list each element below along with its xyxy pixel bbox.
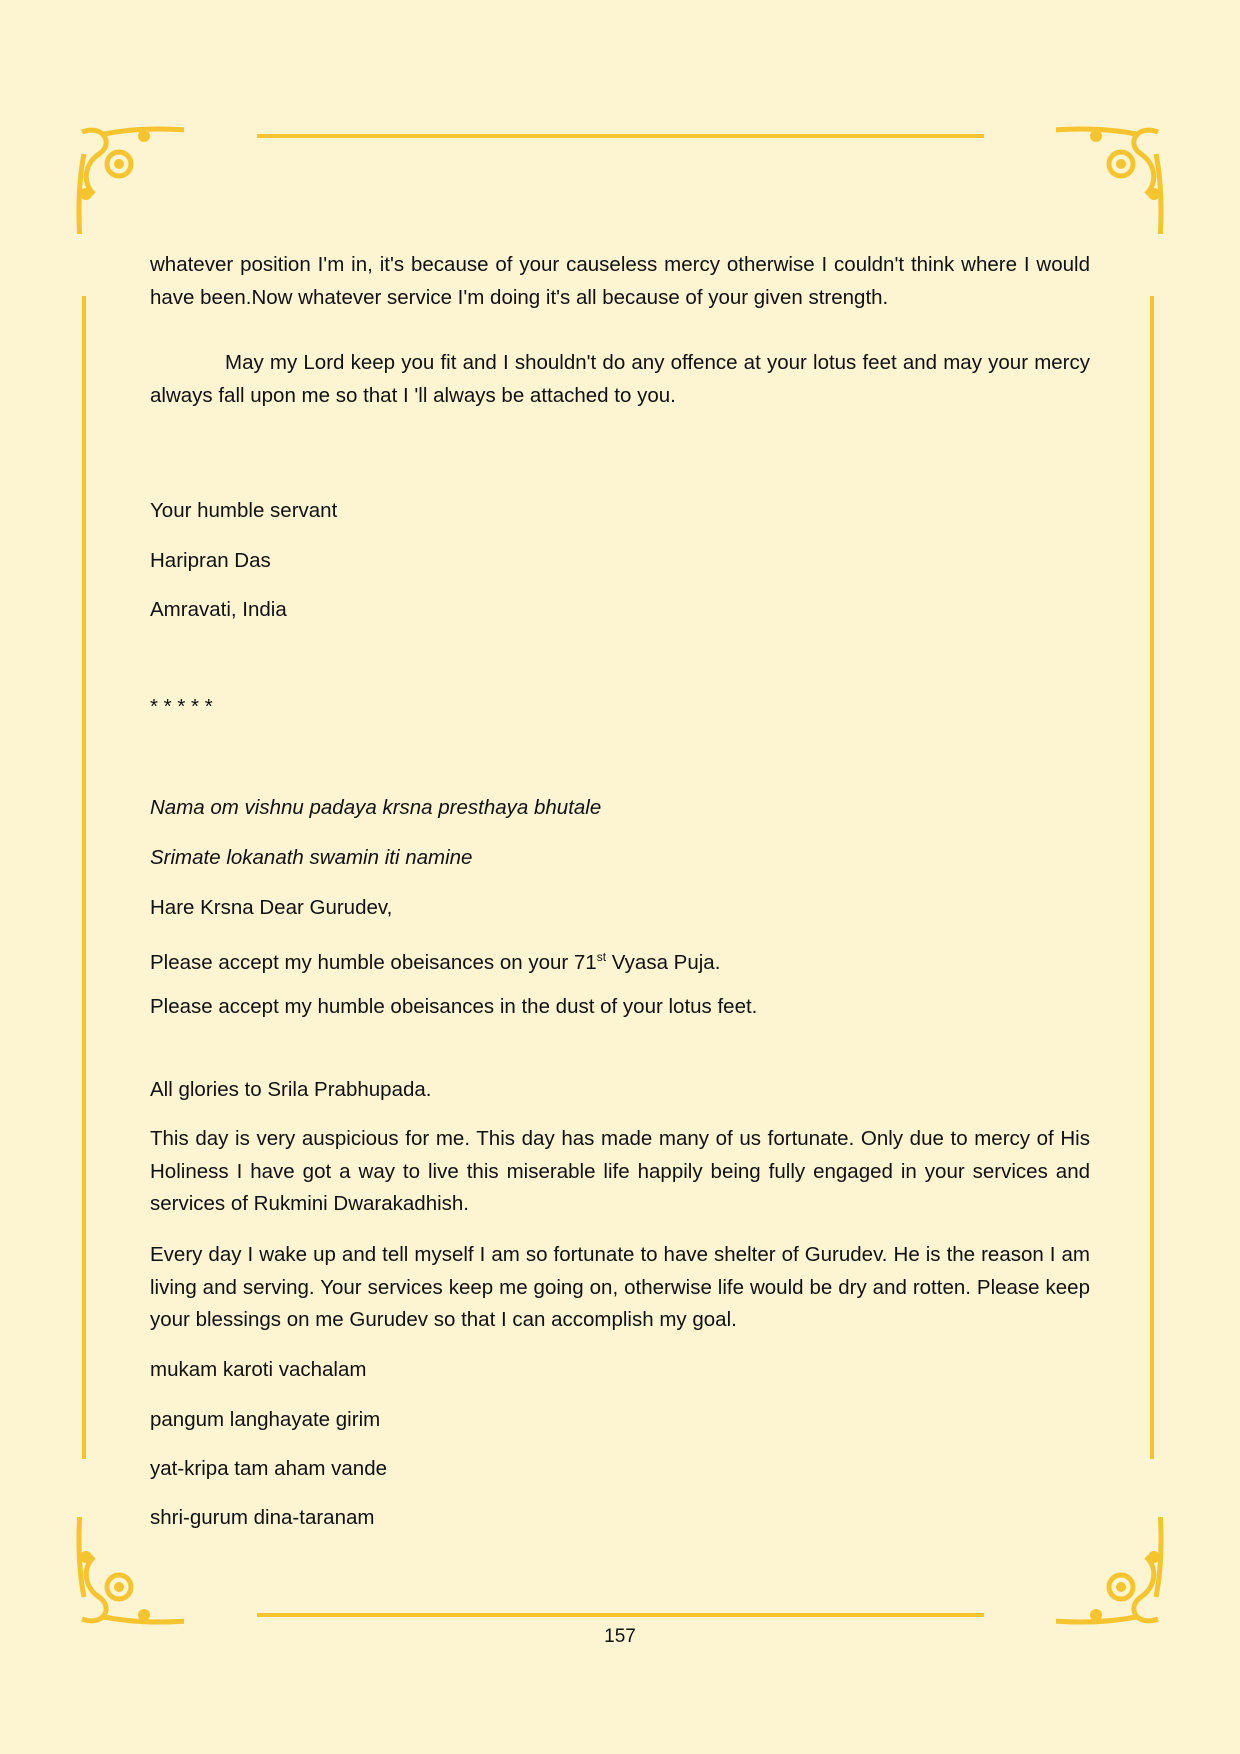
- verse-line: mukam karoti vachalam: [150, 1358, 367, 1381]
- closing: Your humble servant: [150, 499, 338, 522]
- page-number: 157: [604, 1626, 636, 1647]
- verse-line: yat-kripa tam aham vande: [150, 1457, 388, 1480]
- separator: * * * * *: [150, 695, 213, 718]
- greeting: Hare Krsna Dear Gurudev,: [150, 896, 393, 919]
- superscript: st: [596, 950, 607, 964]
- paragraph: whatever position I'm in, it's because of your causeless mercy otherwise I couldn't think where I would have been.Now whatever service I'm doing it's all because of your given strength.: [150, 253, 1090, 309]
- paragraph: May my Lord keep you fit and I shouldn't do any offence at your lotus feet and may your mercy always fall upon me so that I 'll always be attached to you.: [150, 351, 1090, 407]
- text: Please accept my humble obeisances on your 71: [150, 950, 597, 974]
- verse-line: shri-gurum dina-taranam: [150, 1506, 375, 1529]
- border-right: [1150, 296, 1154, 1459]
- verse-line: pangum langhayate girim: [150, 1408, 381, 1431]
- invocation-line: Nama om vishnu padaya krsna presthaya bhutale: [150, 796, 602, 819]
- signature-location: Amravati, India: [150, 598, 287, 621]
- border-bottom: [257, 1613, 984, 1617]
- signature-name: Haripran Das: [150, 549, 271, 572]
- invocation-line: Srimate lokanath swamin iti namine: [150, 846, 473, 869]
- paragraph: This day is very auspicious for me. This day has made many of us fortunate. Only due to mercy of His Holiness I have got a way to live this miserable life happily being fully engaged in your services and services of Rukmini Dwarakadhish.: [150, 1127, 1090, 1215]
- obeisance-line: [150, 941, 1090, 979]
- ornament-corner-icon: [1056, 124, 1166, 234]
- obeisance-line: Please accept my humble obeisances in the dust of your lotus feet.: [150, 995, 758, 1018]
- border-top: [257, 134, 984, 138]
- paragraph: Every day I wake up and tell myself I am so fortunate to have shelter of Gurudev. He is the reason I am living and serving. Your services keep me going on, otherwise life would be dry and rotten. Please keep your blessings on me Gurudev so that I can accomplish my goal.: [150, 1243, 1090, 1331]
- text: Vyasa Puja.: [606, 950, 721, 974]
- ornament-corner-icon: [74, 124, 184, 234]
- border-left: [82, 296, 86, 1459]
- glories-line: All glories to Srila Prabhupada.: [150, 1078, 432, 1101]
